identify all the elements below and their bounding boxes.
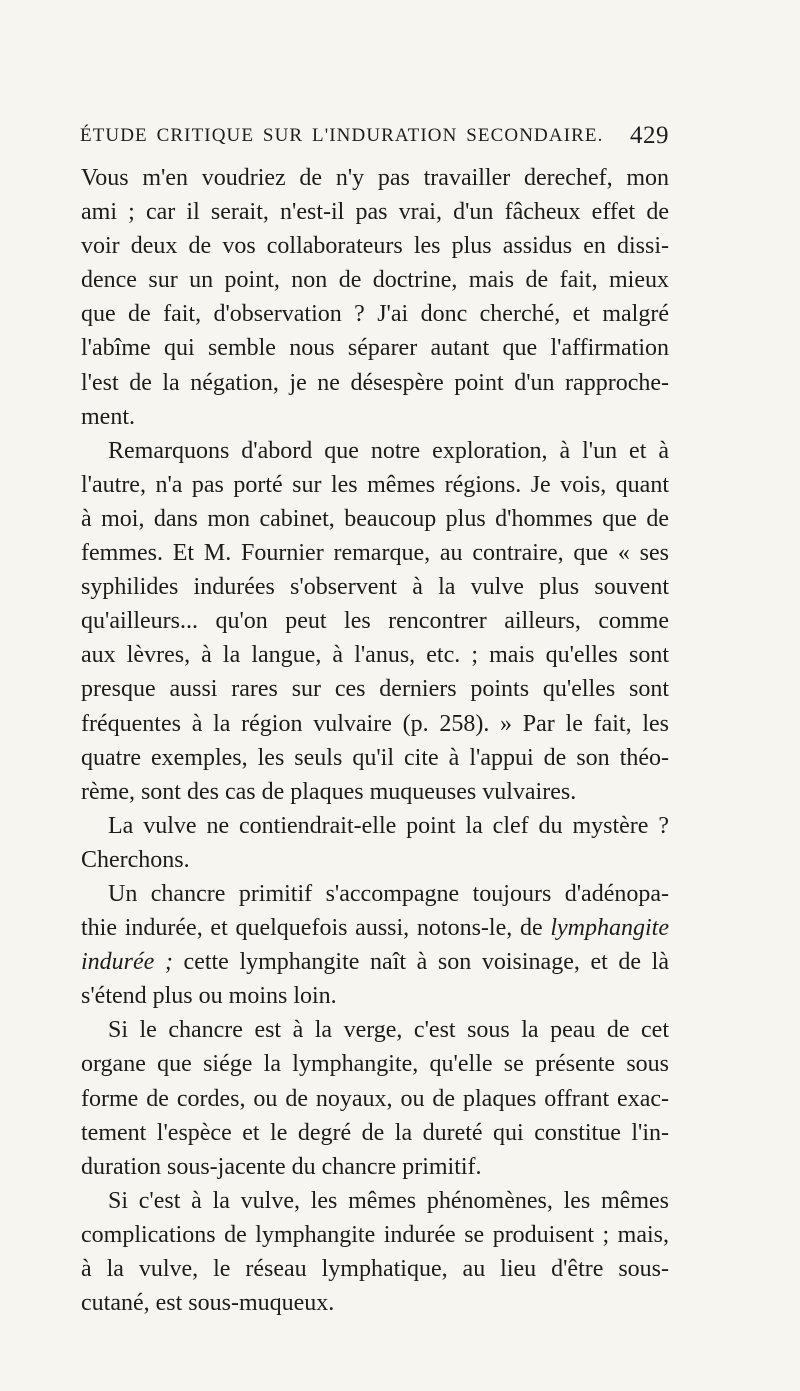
text-line bbox=[81, 297, 669, 331]
line-text: La vulve ne contiendrait-elle point la clef du mystère ? bbox=[108, 812, 669, 839]
text-line bbox=[81, 775, 669, 809]
line-text: quatre exemples, les seuls qu'il cite à l'appui de son théo- bbox=[81, 744, 669, 771]
line-text: Si le chancre est à la verge, c'est sous la peau de cet bbox=[108, 1017, 669, 1044]
line-text: presque aussi rares sur ces derniers points qu'elles sont bbox=[81, 676, 669, 703]
running-title: ÉTUDE CRITIQUE SUR L'INDURATION SECONDAIRE. bbox=[80, 125, 604, 146]
line-text: à moi, dans mon cabinet, beaucoup plus d'hommes que de bbox=[81, 505, 669, 532]
line-text: s'étend plus ou moins loin. bbox=[81, 983, 337, 1010]
line-text: organe que siége la lymphangite, qu'elle se présente sous bbox=[81, 1051, 669, 1078]
line-text: femmes. Et M. Fournier remarque, au contraire, que « ses bbox=[81, 540, 669, 567]
line-text: complications de lymphangite indurée se produisent ; mais, bbox=[81, 1221, 669, 1248]
text-line bbox=[81, 979, 669, 1013]
line-text: l'abîme qui semble nous séparer autant que l'affirmation bbox=[81, 335, 669, 362]
text-line bbox=[81, 945, 669, 979]
text-line bbox=[81, 1047, 669, 1081]
text-line bbox=[81, 741, 669, 775]
text-line bbox=[81, 1013, 669, 1047]
line-text: thie indurée, et quelquefois aussi, notons-le, de bbox=[81, 915, 551, 942]
text-line bbox=[81, 570, 669, 604]
line-text: tement l'espèce et le degré de la dureté qui constitue l'in- bbox=[81, 1119, 669, 1146]
text-line bbox=[81, 400, 669, 434]
text-line bbox=[81, 161, 669, 195]
text-line bbox=[81, 468, 669, 502]
running-head bbox=[80, 121, 669, 151]
text-line bbox=[81, 604, 669, 638]
line-text: syphilides indurées s'observent à la vulve plus souvent bbox=[81, 574, 669, 601]
line-text: à la vulve, le réseau lymphatique, au lieu d'être sous- bbox=[81, 1256, 669, 1282]
text-line bbox=[81, 707, 669, 741]
line-text: cette lymphangite naît à son voisinage, et de là bbox=[172, 949, 669, 976]
line-text: aux lèvres, à la langue, à l'anus, etc. ; mais qu'elles sont bbox=[81, 642, 669, 669]
line-text: Remarquons d'abord que notre exploration, à l'un et à bbox=[108, 437, 669, 464]
line-text: rème, sont des cas de plaques muqueuses vulvaires. bbox=[81, 778, 577, 805]
text-line bbox=[81, 843, 669, 877]
text-line bbox=[81, 672, 669, 706]
italic-text: indurée ; bbox=[81, 949, 173, 976]
text-line bbox=[81, 638, 669, 672]
line-text: Cherchons. bbox=[81, 846, 190, 873]
line-text: voir deux de vos collaborateurs les plus assidus en dissi- bbox=[81, 233, 669, 260]
line-text: dence sur un point, non de doctrine, mais de fait, mieux bbox=[81, 267, 669, 294]
text-line bbox=[81, 1286, 669, 1320]
line-text: Si c'est à la vulve, les mêmes phénomènes, les mêmes bbox=[108, 1187, 669, 1214]
line-text: ami ; car il serait, n'est-il pas vrai, d'un fâcheux effet de bbox=[81, 199, 669, 226]
text-line bbox=[81, 1252, 669, 1286]
text-line bbox=[81, 1082, 669, 1116]
line-text: fréquentes à la région vulvaire (p. 258). » Par le fait, les bbox=[81, 710, 669, 737]
line-text: Vous m'en voudriez de n'y pas travailler derechef, mon bbox=[81, 165, 669, 191]
body-text bbox=[81, 161, 669, 1320]
line-text: l'est de la négation, je ne désespère point d'un rapproche- bbox=[81, 369, 669, 396]
text-line bbox=[81, 195, 669, 229]
text-line bbox=[81, 1116, 669, 1150]
line-text: forme de cordes, ou de noyaux, ou de plaques offrant exac- bbox=[81, 1085, 669, 1112]
line-text: Un chancre primitif s'accompagne toujours d'adénopa- bbox=[108, 880, 669, 907]
text-line bbox=[81, 911, 669, 945]
text-line bbox=[81, 536, 669, 570]
line-text: ment. bbox=[81, 403, 135, 430]
text-line bbox=[81, 366, 669, 400]
text-line bbox=[81, 1184, 669, 1218]
text-line bbox=[81, 502, 669, 536]
text-line bbox=[81, 229, 669, 263]
text-line bbox=[81, 1218, 669, 1252]
line-text: que de fait, d'observation ? J'ai donc cherché, et malgré bbox=[81, 301, 669, 328]
page-number: 429 bbox=[630, 122, 669, 149]
text-line bbox=[81, 331, 669, 365]
italic-text: lymphangite bbox=[550, 915, 669, 942]
text-line bbox=[81, 1150, 669, 1184]
text-line bbox=[81, 263, 669, 297]
line-text: qu'ailleurs... qu'on peut les rencontrer ailleurs, comme bbox=[81, 608, 669, 635]
text-line bbox=[81, 434, 669, 468]
line-text: cutané, est sous-muqueux. bbox=[81, 1290, 335, 1317]
text-line bbox=[81, 877, 669, 911]
line-text: l'autre, n'a pas porté sur les mêmes régions. Je vois, quant bbox=[81, 471, 669, 498]
text-line bbox=[81, 809, 669, 843]
line-text: duration sous-jacente du chancre primitif. bbox=[81, 1153, 482, 1180]
